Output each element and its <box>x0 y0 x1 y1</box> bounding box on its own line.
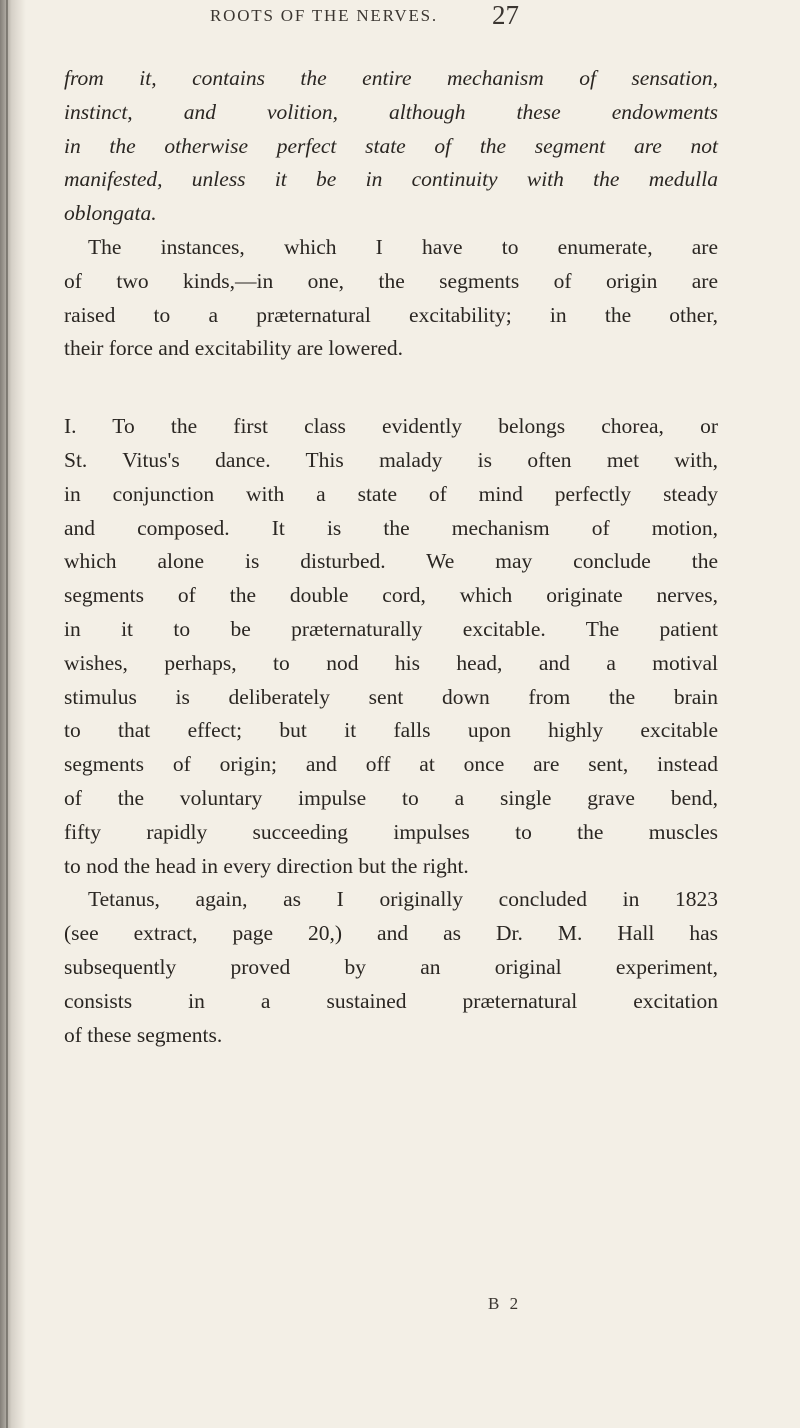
text-line: of the voluntary impulse to a single grave bend, <box>64 785 718 810</box>
text-line: segments of the double cord, which originate nerves, <box>64 583 718 608</box>
text-line: Tetanus, again, as I originally concluded in 1823 <box>88 887 718 912</box>
text-line: instinct, and volition, although these endowments <box>64 99 718 124</box>
text-line: segments of origin; and off at once are sent, instead <box>64 752 718 777</box>
text-line: wishes, perhaps, to nod his head, and a motival <box>64 650 718 675</box>
signature-mark: B 2 <box>488 1294 522 1313</box>
text-line: of these segments. <box>64 1022 223 1047</box>
paragraph-instances <box>64 231 718 366</box>
text-line: fifty rapidly succeeding impulses to the muscles <box>64 819 718 844</box>
text-line: their force and excitability are lowered. <box>64 336 404 361</box>
text-line: in the otherwise perfect state of the segment are not <box>64 133 718 158</box>
text-line: manifested, unless it be in continuity with the medulla <box>64 167 718 192</box>
page-gutter-line <box>6 0 8 1428</box>
page-gutter-shadow <box>0 0 26 1428</box>
text-line: and composed. It is the mechanism of motion, <box>64 515 718 540</box>
running-head: ROOTS OF THE NERVES. <box>210 6 438 25</box>
text-line: (see extract, page 20,) and as Dr. M. Hall has <box>64 921 718 946</box>
text-line: St. Vitus's dance. This malady is often met with, <box>64 447 718 472</box>
section-gap <box>64 366 718 410</box>
text-line: I. To the first class evidently belongs chorea, or <box>64 414 718 439</box>
text-line: in it to be præternaturally excitable. The patient <box>64 616 718 641</box>
text-line: oblongata. <box>64 201 157 226</box>
text-line: in conjunction with a state of mind perfectly steady <box>64 481 718 506</box>
text-line: to nod the head in every direction but the right. <box>64 853 469 878</box>
paragraph-tetanus <box>64 883 718 1052</box>
paragraph-chorea <box>64 410 718 883</box>
text-line: of two kinds,—in one, the segments of origin are <box>64 268 718 293</box>
text-line: The instances, which I have to enumerate, are <box>88 234 718 259</box>
text-line: raised to a præternatural excitability; in the other, <box>64 302 718 327</box>
text-line: to that effect; but it falls upon highly excitable <box>64 718 718 743</box>
text-line: consists in a sustained præternatural excitation <box>64 988 718 1013</box>
text-line: stimulus is deliberately sent down from the brain <box>64 684 718 709</box>
text-line: from it, contains the entire mechanism of sensation, <box>64 66 718 90</box>
page-number: 27 <box>492 0 519 30</box>
text-line: which alone is disturbed. We may conclude the <box>64 549 718 574</box>
page-header <box>0 0 800 40</box>
paragraph-continuation <box>64 62 718 231</box>
page-body <box>64 62 718 1052</box>
text-line: subsequently proved by an original experiment, <box>64 954 718 979</box>
